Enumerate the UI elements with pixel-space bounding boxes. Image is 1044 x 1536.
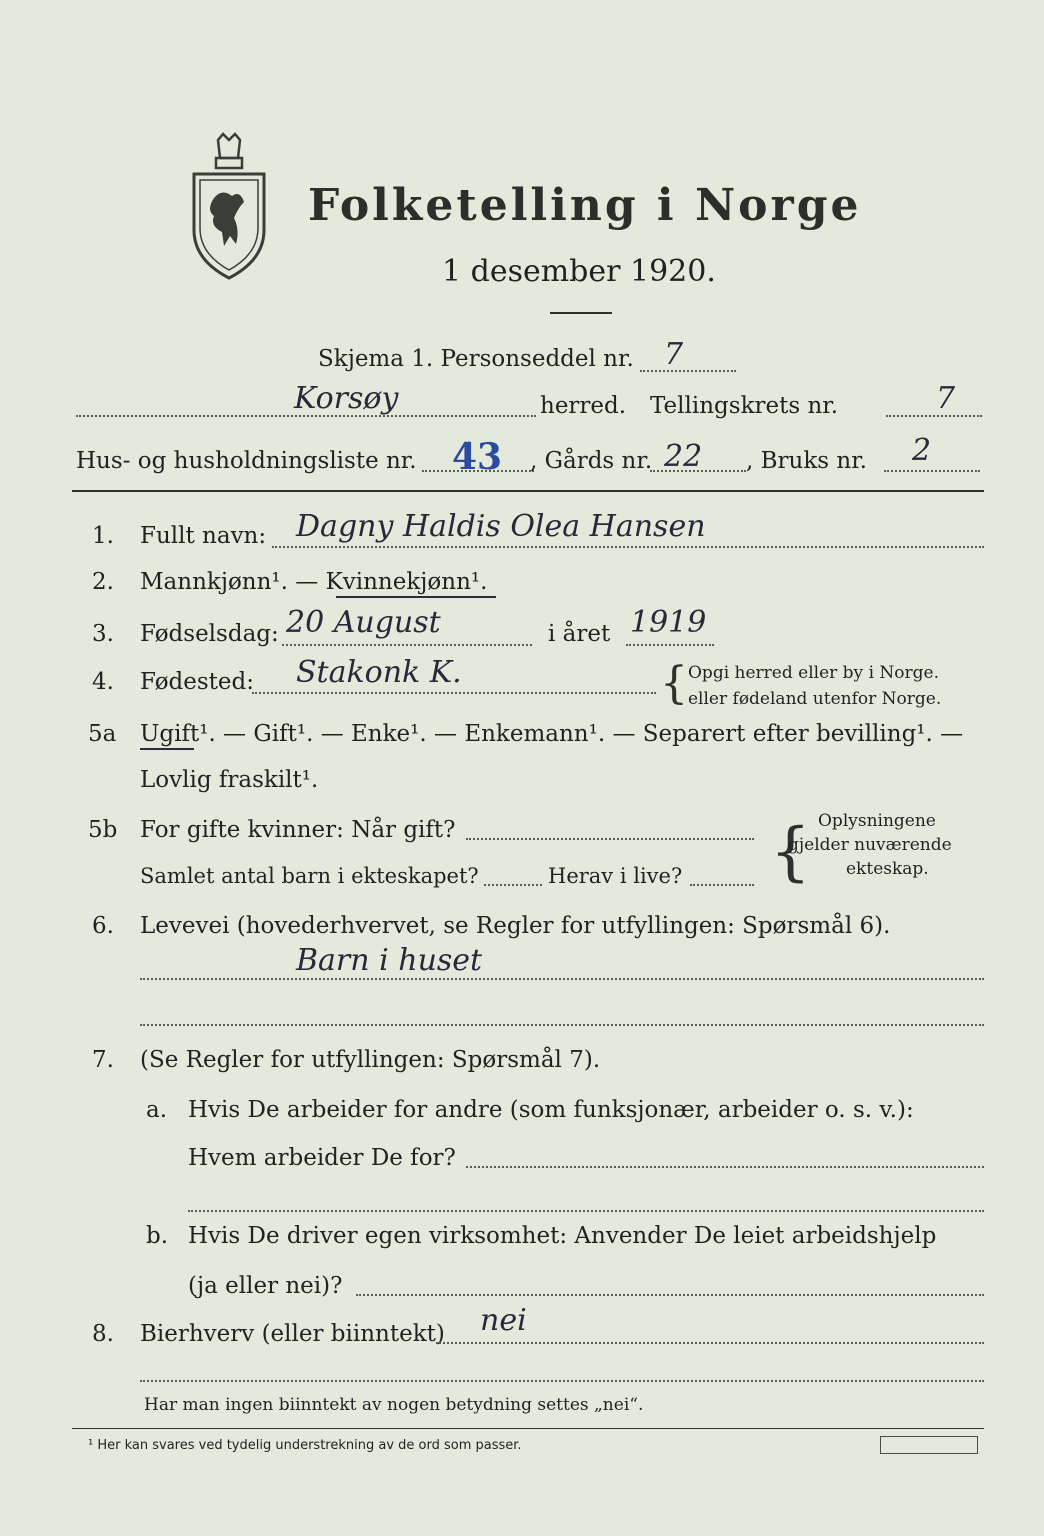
tellingskrets-value[interactable]: 7 [936, 381, 956, 416]
bruks-value[interactable]: 2 [912, 433, 932, 468]
q7a-line2: Hvem arbeider De for? [188, 1145, 456, 1171]
schema-value[interactable]: 7 [664, 337, 684, 372]
gards-value[interactable]: 22 [664, 439, 703, 474]
q6-number: 6. [92, 913, 114, 939]
q3-label: Fødselsdag: [140, 621, 279, 647]
gards-label: , Gårds nr. [530, 448, 653, 474]
q6-label: Levevei (hovederhvervet, se Regler for utfyllingen: Spørsmål 6). [140, 913, 891, 939]
q1-label: Fullt navn: [140, 523, 267, 549]
q5b-note-brace: { [770, 815, 811, 889]
q7b-line2: (ja eller nei)? [188, 1273, 343, 1299]
q5b-number: 5b [88, 817, 118, 843]
q8-field-line [436, 1342, 984, 1344]
q3-year-field-line [626, 644, 714, 646]
hus-value[interactable]: 43 [452, 436, 503, 478]
q7b-number: b. [146, 1223, 169, 1249]
q2-selection-underline[interactable] [336, 596, 496, 598]
q7b-line1: Hvis De driver egen virksomhet: Anvender De leiet arbeidshjelp [188, 1223, 937, 1249]
schema-label: Skjema 1. Personseddel nr. [318, 346, 634, 372]
printer-stamp-icon [880, 1436, 978, 1454]
footer-rule [72, 1428, 984, 1429]
q1-value[interactable]: Dagny Haldis Olea Hansen [296, 509, 706, 544]
q3-day-field-line [282, 644, 532, 646]
q5b-line1: For gifte kvinner: Når gift? [140, 817, 456, 843]
q4-value[interactable]: Stakonk K. [296, 655, 462, 690]
q5b-line2b: Herav i live? [548, 864, 683, 888]
header-rule [72, 490, 984, 492]
footnote: ¹ Her kan svares ved tydelig understrekning av de ord som passer. [88, 1438, 522, 1453]
q5b-note1: Oplysningene [818, 811, 936, 831]
q6-field-line1 [140, 978, 984, 980]
q8-label: Bierhverv (eller biinntekt) [140, 1321, 445, 1347]
coat-of-arms-icon [188, 132, 270, 282]
q8-number: 8. [92, 1321, 114, 1347]
q7-number: 7. [92, 1047, 114, 1073]
q4-note-line2: eller fødeland utenfor Norge. [688, 689, 942, 709]
bruks-label: , Bruks nr. [746, 448, 867, 474]
q3-year-label: i året [548, 621, 611, 647]
q7b-field-line [356, 1294, 984, 1296]
q5b-line2a: Samlet antal barn i ekteskapet? [140, 864, 479, 888]
q1-field-line [272, 546, 984, 548]
q5b-alive-field-line [690, 884, 754, 886]
form-title: Folketelling i Norge [308, 180, 862, 231]
q7a-field-line1 [466, 1166, 984, 1168]
q1-number: 1. [92, 523, 114, 549]
q7a-field-line2 [188, 1210, 984, 1212]
title-divider [550, 312, 612, 314]
q7a-number: a. [146, 1097, 168, 1123]
q3-day-value[interactable]: 20 August [286, 605, 441, 640]
q5a-number: 5a [88, 721, 117, 747]
q8-field-line2 [140, 1380, 984, 1382]
q5b-children-field-line [484, 884, 542, 886]
q7-label: (Se Regler for utfyllingen: Spørsmål 7). [140, 1047, 601, 1073]
tellingskrets-label: Tellingskrets nr. [650, 393, 839, 419]
bruks-field-line [884, 470, 980, 472]
q6-value[interactable]: Barn i huset [296, 943, 483, 978]
q5b-married-field-line [466, 838, 754, 840]
footer-note: Har man ingen biinntekt av nogen betydning settes „nei“. [144, 1395, 644, 1415]
hus-label: Hus- og husholdningsliste nr. [76, 448, 417, 474]
q5b-note3: ekteskap. [846, 859, 929, 879]
form-date: 1 desember 1920. [442, 254, 716, 289]
herred-label: herred. [540, 393, 627, 419]
q2-number: 2. [92, 569, 114, 595]
q4-number: 4. [92, 669, 114, 695]
q7a-line1: Hvis De arbeider for andre (som funksjonær, arbeider o. s. v.): [188, 1097, 914, 1123]
q6-field-line2 [140, 1024, 984, 1026]
q4-label: Fødested: [140, 669, 255, 695]
q5a-line2: Lovlig fraskilt¹. [140, 767, 319, 793]
schema-field-line [640, 370, 736, 372]
q4-note-brace: { [660, 658, 688, 709]
q3-year-value[interactable]: 1919 [630, 605, 707, 640]
q2-label: Mannkjønn¹. — Kvinnekjønn¹. [140, 569, 488, 595]
q5a-line1: Ugift¹. — Gift¹. — Enke¹. — Enkemann¹. — Separert efter bevilling¹. — [140, 721, 964, 747]
q4-field-line [252, 692, 656, 694]
herred-value[interactable]: Korsøy [294, 381, 399, 416]
tellingskrets-field-line [886, 415, 982, 417]
q3-number: 3. [92, 621, 114, 647]
q4-note-line1: Opgi herred eller by i Norge. [688, 663, 939, 683]
q5b-note2: gjelder nuværende [788, 835, 952, 855]
q8-value[interactable]: nei [480, 1303, 527, 1338]
q5a-selection-underline[interactable] [140, 748, 194, 750]
